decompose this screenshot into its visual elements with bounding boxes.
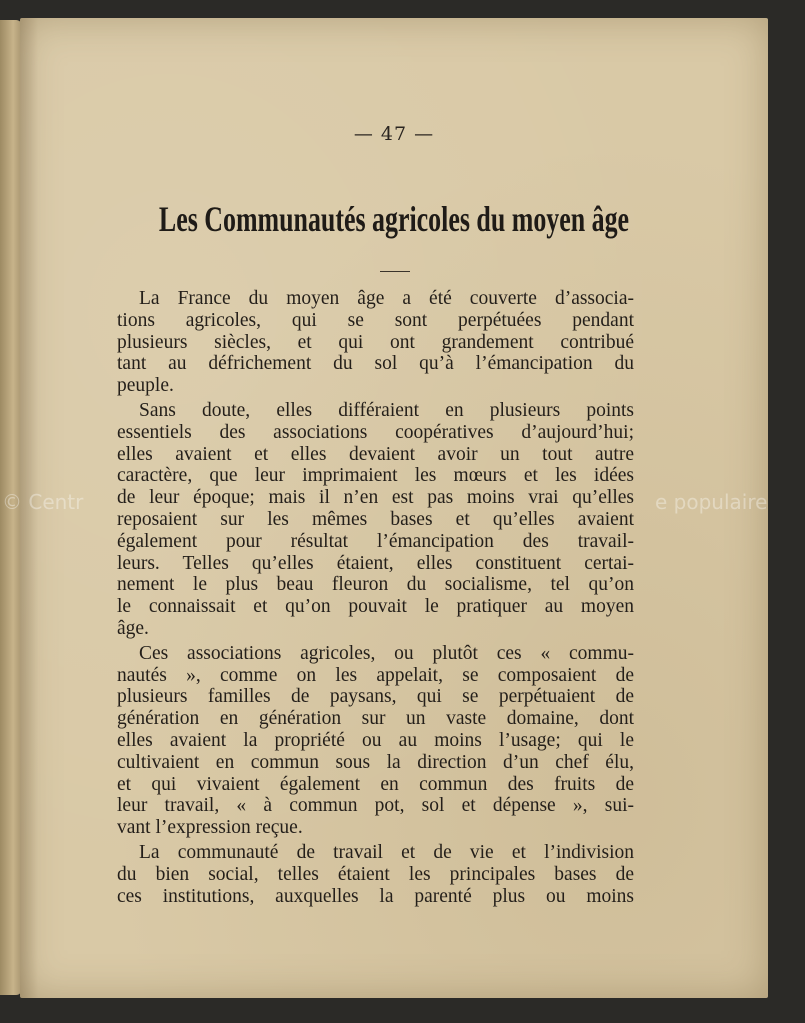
text-line: La communauté de travail et de vie et l’indivision xyxy=(139,841,634,863)
page-number: — 47 — xyxy=(353,123,435,145)
text-line: peuple. xyxy=(117,375,174,397)
text-line: nement le plus beau fleuron du socialisme, tel qu’on xyxy=(117,574,634,596)
text-line: tions agricoles, qui se sont perpétuées pendant xyxy=(117,309,634,331)
text-line: génération en génération sur un vaste domaine, dont xyxy=(117,708,634,730)
text-line: également pour résultat l’émancipation des travail- xyxy=(117,530,634,552)
text-line: elles avaient et elles devaient avoir un tout autre xyxy=(117,443,634,465)
text-line: essentiels des associations coopératives d’aujourd’hui; xyxy=(117,421,634,443)
watermark-left: © Centr xyxy=(2,490,84,514)
text-line: Ces associations agricoles, ou plutôt ces « commu- xyxy=(139,642,634,664)
paragraph xyxy=(117,288,634,397)
text-line: reposaient sur les mêmes bases et qu’elles avaient xyxy=(117,508,634,530)
title-divider xyxy=(380,271,410,272)
watermark-right: e populaire xyxy=(655,490,768,514)
text-line: âge. xyxy=(117,617,149,639)
text-line: ces institutions, auxquelles la parenté plus ou moins xyxy=(117,885,634,907)
text-line: plusieurs familles de paysans, qui se perpétuaient de xyxy=(117,686,634,708)
text-line: caractère, que leur imprimaient les mœurs et les idées xyxy=(117,465,634,487)
text-line: tant au défrichement du sol qu’à l’émancipation du xyxy=(117,353,634,375)
text-line: leur travail, « à commun pot, sol et dépense », sui- xyxy=(117,795,634,817)
text-line: de leur époque; mais il n’en est pas moins vrai qu’elles xyxy=(117,487,634,509)
chapter-title: Les Communautés agricoles du moyen âge xyxy=(158,199,630,239)
text-line: nautés », comme on les appelait, se composaient de xyxy=(117,664,634,686)
text-line: vant l’expression reçue. xyxy=(117,817,303,839)
text-line: plusieurs siècles, et qui ont grandement contribué xyxy=(117,331,634,353)
text-line: cultivaient en commun sous la direction d’un chef élu, xyxy=(117,751,634,773)
text-line: du bien social, telles étaient les principales bases de xyxy=(117,863,634,885)
paragraph xyxy=(117,842,634,907)
paragraph xyxy=(117,643,634,839)
text-line: le connaissait et qu’on pouvait le pratiquer au moyen xyxy=(117,596,634,618)
text-line: leurs. Telles qu’elles étaient, elles constituent certai- xyxy=(117,552,634,574)
text-line: elles avaient la propriété ou au moins l’usage; qui le xyxy=(117,729,634,751)
text-line: Sans doute, elles différaient en plusieurs points xyxy=(139,399,634,421)
body-text xyxy=(117,288,634,910)
paragraph xyxy=(117,400,634,640)
text-line: La France du moyen âge a été couverte d’associa- xyxy=(139,288,634,309)
text-line: et qui vivaient également en commun des fruits de xyxy=(117,773,634,795)
